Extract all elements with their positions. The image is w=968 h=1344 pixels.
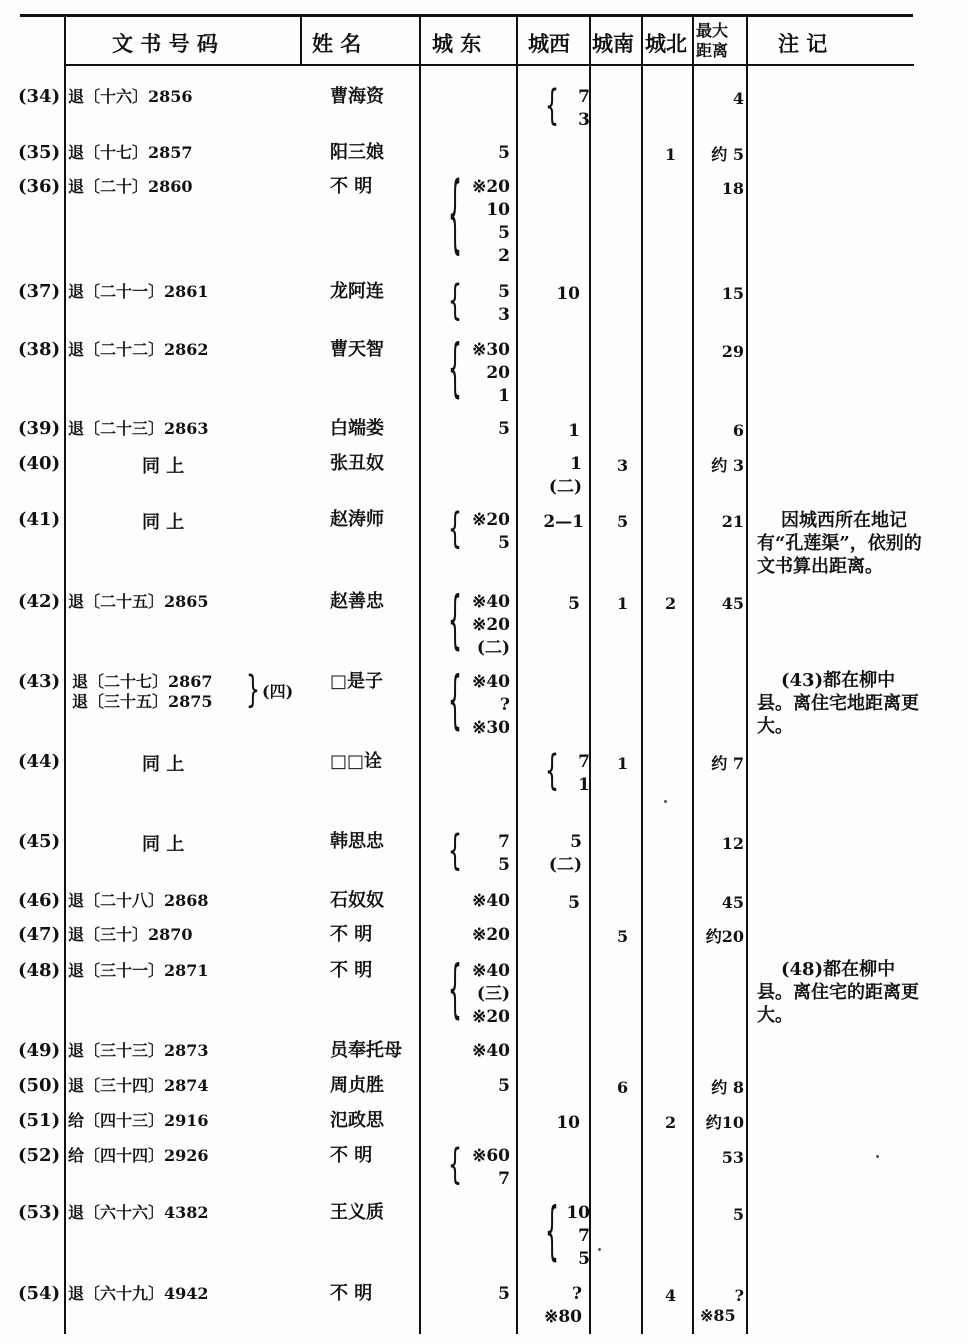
max-distance: 约 7 [711,754,744,773]
row-number: (37) [18,281,61,302]
east-distance-value: 5 [498,1076,510,1096]
west-distance-value: 7 [578,752,590,772]
west-distance-value: 2—1 [543,512,584,532]
scan-speck [876,1155,879,1158]
brace-icon: { [448,506,462,555]
person-name: □是子 [330,671,384,692]
west-distance-value: 1 [568,421,580,441]
west-distance [568,420,580,443]
east-distance [472,339,510,408]
document-number: 退〔六十九〕4942 [68,1284,209,1303]
east-distance [472,1040,510,1063]
row-number: (45) [18,831,61,852]
document-number: 退〔三十一〕2871 [68,961,209,980]
east-distance-value: ? [500,695,510,715]
east-distance-value: (二) [476,638,510,658]
person-name: 曹海资 [330,86,384,107]
document-number: 同 上 [142,754,185,775]
document-number: 同 上 [142,834,185,855]
max-distance: 约20 [705,927,744,946]
north-distance: 2 [665,594,677,613]
brace-icon: { [448,334,462,407]
header-south: 城南 [592,31,634,56]
brace-icon: { [448,1142,462,1191]
row-number: (43) [18,671,61,692]
east-distance [472,591,510,660]
row-number: (41) [18,509,61,530]
person-name: 阳三娘 [330,142,384,163]
document-number: 退〔二十八〕2868 [68,891,209,910]
header-max-distance-2: 距离 [696,41,729,60]
brace-icon: { [448,586,462,659]
document-number: 退〔十七〕2857 [68,143,193,162]
west-distance-value: (二) [548,477,582,497]
col-divider-docno [64,16,66,1334]
west-distance-value: 1 [570,454,582,474]
max-distance: 29 [721,342,744,361]
west-distance [556,283,580,306]
east-distance-value: 5 [498,419,510,439]
document-number: 退〔二十五〕2865 [68,592,209,611]
document-number: 退〔二十二〕2862 [68,340,209,359]
brace-icon: { [545,83,559,132]
west-distance-value: (二) [548,855,582,875]
south-distance: 1 [617,594,629,613]
north-distance: 2 [665,1113,677,1132]
document-number: 给〔四十四〕2926 [68,1146,209,1165]
person-name: 氾政思 [330,1110,384,1131]
east-distance [472,924,510,947]
document-number: 退〔十六〕2856 [68,87,193,106]
row-number: (34) [18,86,61,107]
max-distance: 45 [721,893,744,912]
row-number: (40) [18,453,61,474]
col-divider-north [641,16,643,1334]
brace-icon: { [448,955,462,1028]
max-distance: 53 [721,1148,744,1167]
document-number: 退〔三十四〕2874 [68,1076,209,1095]
east-distance [472,890,510,913]
document-tag: (四) [262,682,294,701]
east-distance-value: 5 [498,533,510,553]
west-distance [556,1112,580,1135]
east-distance-value: 5 [498,143,510,163]
document-number: 给〔四十三〕2916 [68,1111,209,1130]
west-distance [578,751,590,797]
east-distance [498,281,510,327]
east-distance-value: ※40 [472,592,510,612]
east-distance-value: 5 [498,855,510,875]
row-number: (54) [18,1283,61,1304]
east-distance-value: ※20 [472,177,510,197]
east-distance [498,418,510,441]
row-number: (47) [18,924,61,945]
row-number: (44) [18,751,61,772]
row-number: (38) [18,339,61,360]
person-name: 白端娄 [330,418,384,439]
west-distance [549,453,582,499]
south-distance: 5 [617,927,629,946]
header-max-distance-1: 最大 [696,21,729,40]
row-number: (49) [18,1040,61,1061]
max-distance: 18 [721,179,744,198]
person-name: 不 明 [330,176,373,197]
max-distance: 12 [721,834,744,853]
west-distance [578,86,590,132]
east-distance-value: (三) [476,984,510,1004]
south-distance: 1 [617,754,629,773]
person-name: 周贞胜 [330,1075,384,1096]
row-number: (51) [18,1110,61,1131]
east-distance-value: 1 [498,386,510,406]
max-distance: 约10 [705,1113,744,1132]
east-distance-value: ※40 [472,672,510,692]
brace-icon: { [545,748,559,797]
col-divider-notes [746,16,748,1334]
west-distance-value: 5 [568,893,580,913]
document-number: 退〔二十七〕2867 [72,672,213,691]
west-distance-value: 1 [578,775,590,795]
max-distance: 6 [732,421,744,440]
east-distance-value: 5 [498,1284,510,1304]
east-distance [498,1075,510,1098]
brace-icon: { [545,1197,559,1270]
west-distance-value: 5 [578,1249,590,1269]
row-number: (39) [18,418,61,439]
top-rule [20,14,913,17]
row-number: (53) [18,1202,61,1223]
west-distance [568,593,580,616]
header-west: 城西 [528,31,570,56]
col-divider-west [516,16,518,1334]
west-distance [544,1283,582,1329]
max-distance-2: ※85 [700,1306,736,1325]
east-distance-value: 5 [498,223,510,243]
west-distance-value: 10 [566,1203,590,1223]
brace-icon: { [448,278,462,327]
max-distance: 45 [721,594,744,613]
max-distance: 约 8 [711,1078,744,1097]
south-distance: 6 [617,1078,629,1097]
east-distance-value: 10 [486,200,510,220]
brace-icon: { [448,666,462,739]
east-distance-value: ※40 [472,891,510,911]
max-distance: 约 5 [711,145,744,164]
header-name: 姓 名 [312,31,362,56]
person-name: 不 明 [330,960,373,981]
east-distance-value: ※20 [472,1007,510,1027]
west-distance [549,831,582,877]
row-number: (36) [18,176,61,197]
max-distance: 21 [721,512,744,531]
person-name: 不 明 [330,1283,373,1304]
row-number: (46) [18,890,61,911]
document-number: 退〔二十一〕2861 [68,282,209,301]
person-name: 张丑奴 [330,453,384,474]
scan-speck [664,800,667,803]
east-distance-value: 2 [498,246,510,266]
document-number: 退〔三十〕2870 [68,925,193,944]
person-name: 赵涛师 [330,509,384,530]
brace-icon: { [448,828,462,877]
east-distance [498,142,510,165]
west-distance-value: 3 [578,110,590,130]
east-distance-value: 5 [498,282,510,302]
person-name: 不 明 [330,1145,373,1166]
east-distance-value: ※40 [472,1041,510,1061]
note-row-41: 因城西所在地记有“孔莲渠”，依别的文书算出距离。 [757,510,922,577]
east-distance [472,1145,510,1191]
north-distance: 4 [665,1286,677,1305]
east-distance-value: ※20 [472,510,510,530]
document-number: 同 上 [142,512,185,533]
document-number: 退〔三十三〕2873 [68,1041,209,1060]
header-rule [66,64,914,66]
east-distance [498,1283,510,1306]
west-distance-value: 7 [578,1226,590,1246]
person-name: □□诠 [330,751,383,772]
document-number: 退〔二十三〕2863 [68,419,209,438]
south-distance: 5 [617,512,629,531]
west-distance-value: 10 [556,284,580,304]
west-distance-value: 5 [570,832,582,852]
row-number: (48) [18,960,61,981]
west-distance [566,1202,590,1271]
col-divider-south [589,16,591,1334]
brace-icon: { [448,169,462,266]
person-name: 韩思忠 [330,831,384,852]
col-divider-east [419,16,421,1334]
document-number: 退〔六十六〕4382 [68,1203,209,1222]
west-distance-value: ? [572,1284,582,1304]
east-distance [472,176,510,268]
header-notes: 注 记 [778,31,828,56]
west-distance-value: 7 [578,87,590,107]
document-number: 退〔二十〕2860 [68,177,193,196]
east-distance [498,831,510,877]
person-name: 龙阿连 [330,281,384,302]
east-distance-value: ※20 [472,925,510,945]
note-row-43: (43)都在柳中县。离住宅地距离更大。 [757,670,919,737]
header-east: 城 东 [432,31,482,56]
east-distance [472,960,510,1029]
east-distance-value: 7 [498,1169,510,1189]
row-number: (35) [18,142,61,163]
west-distance-value: 5 [568,594,580,614]
max-distance: 约 3 [711,456,744,475]
document-number-2: 退〔三十五〕2875 [72,692,213,711]
east-distance-value: ※40 [472,961,510,981]
east-distance-value: ※20 [472,615,510,635]
east-distance-value: ※30 [472,340,510,360]
row-number: (42) [18,591,61,612]
person-name: 不 明 [330,924,373,945]
max-distance: 15 [721,284,744,303]
row-number: (50) [18,1075,61,1096]
col-divider-max [692,16,694,1334]
north-distance: 1 [665,145,677,164]
person-name: 王义质 [330,1202,384,1223]
max-distance: ? [734,1286,744,1305]
person-name: 赵善忠 [330,591,384,612]
east-distance [472,671,510,740]
south-distance: 3 [617,456,629,475]
east-distance-value: ※30 [472,718,510,738]
east-distance-value: 3 [498,305,510,325]
person-name: 曹天智 [330,339,384,360]
west-distance [543,511,584,534]
west-distance [568,892,580,915]
document-number: 同 上 [142,456,185,477]
max-distance: 5 [732,1205,744,1224]
person-name: 石奴奴 [330,890,384,911]
row-number: (52) [18,1145,61,1166]
col-divider-name [300,16,302,66]
east-distance-value: 20 [486,363,510,383]
east-distance [472,509,510,555]
close-brace-icon: } [246,669,260,713]
scan-speck [598,1248,601,1251]
west-distance-value: ※80 [544,1307,582,1327]
header-north: 城北 [645,31,687,56]
max-distance: 4 [732,89,744,108]
west-distance-value: 10 [556,1113,580,1133]
east-distance-value: ※60 [472,1146,510,1166]
east-distance-value: 7 [498,832,510,852]
header-doc-no: 文 书 号 码 [112,31,218,56]
note-row-48: (48)都在柳中县。离住宅的距离更大。 [757,959,919,1026]
person-name: 员奉托母 [330,1040,402,1061]
